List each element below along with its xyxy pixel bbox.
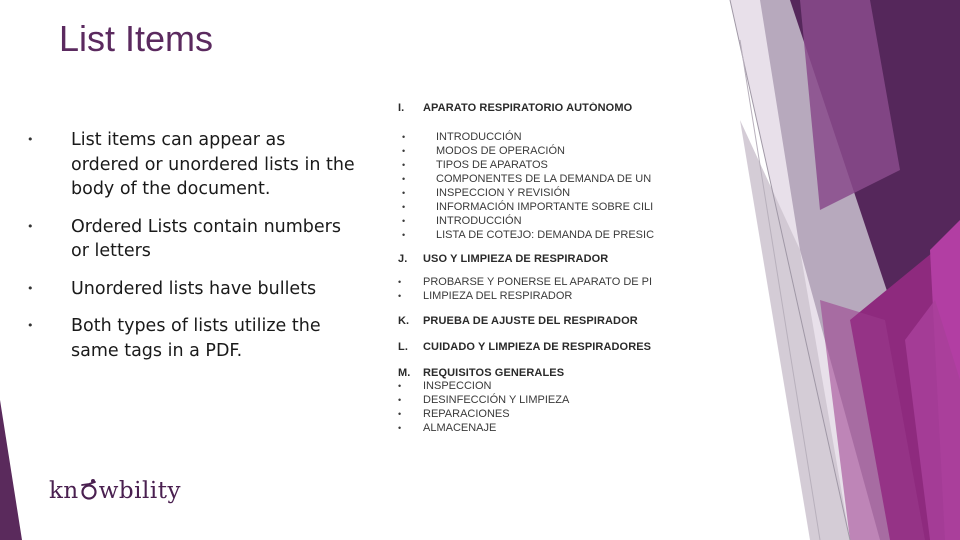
doc-section-number: L.: [398, 341, 408, 353]
doc-section-heading: [398, 102, 664, 114]
logo-text-start: kn: [49, 478, 79, 504]
bullet-icon: •: [402, 160, 406, 170]
bullet-icon: •: [402, 132, 406, 142]
doc-sublist: [398, 275, 664, 303]
doc-list-item: • INTRODUCCIÓN: [398, 130, 664, 144]
bullet-icon: •: [402, 146, 406, 156]
accessibility-figure-icon: [79, 478, 99, 500]
slide-title: List Items: [59, 18, 214, 59]
bullet-item: [27, 215, 357, 264]
doc-section-number: M.: [398, 367, 411, 379]
doc-list-item: • INSPECCION Y REVISIÓN: [398, 186, 664, 200]
doc-sublist: [398, 130, 664, 242]
doc-section-title: CUIDADO Y LIMPIEZA DE RESPIRADORES: [423, 341, 652, 353]
doc-section-title: PRUEBA DE AJUSTE DEL RESPIRADOR: [423, 315, 638, 327]
knowbility-logo: [49, 478, 181, 504]
doc-list-item: • COMPONENTES DE LA DEMANDA DE UN: [398, 172, 664, 186]
bullet-text: Unordered lists have bullets: [71, 278, 317, 299]
bullet-icon: •: [402, 202, 406, 212]
bullet-icon: •: [402, 230, 406, 240]
doc-section-heading: [398, 341, 664, 353]
bullet-icon: •: [27, 133, 34, 146]
bullet-icon: •: [398, 423, 402, 433]
bullet-icon: •: [398, 381, 402, 391]
doc-list-item: • INSPECCION: [398, 380, 492, 392]
doc-list-item: • ALMACENAJE: [398, 422, 497, 434]
bullet-text: Both types of lists utilize the same tags in a PDF.: [71, 316, 321, 361]
doc-sublist: [398, 379, 664, 435]
bullet-item: [27, 128, 357, 202]
bullet-icon: •: [398, 291, 402, 301]
bullet-icon: •: [398, 409, 402, 419]
doc-section-number: K.: [398, 315, 410, 327]
bullet-icon: •: [402, 188, 406, 198]
bullet-text: List items can appear as ordered or unordered lists in the body of the document.: [71, 130, 355, 199]
doc-section-title: APARATO RESPIRATORIO AUTÓNOMO: [423, 102, 633, 114]
doc-section-heading: [398, 253, 664, 265]
bullet-icon: •: [27, 281, 34, 295]
doc-section-heading: [398, 315, 664, 327]
doc-list-item: • LISTA DE COTEJO: DEMANDA DE PRESIC: [398, 228, 664, 242]
document-list-image: [398, 102, 664, 452]
doc-list-item: • REPARACIONES: [398, 408, 510, 420]
logo-text-end: wbility: [98, 478, 181, 504]
doc-section-number: I.: [398, 102, 405, 114]
bullet-text: Ordered Lists contain numbers or letters: [71, 216, 341, 261]
doc-list-item: • MODOS DE OPERACIÓN: [398, 144, 664, 158]
bullet-item: [27, 277, 357, 302]
bullet-item: [27, 314, 357, 363]
doc-section-title: REQUISITOS GENERALES: [423, 367, 565, 379]
left-accent-shape: [0, 400, 22, 540]
bullet-icon: •: [27, 319, 34, 332]
doc-list-item: • DESINFECCIÓN Y LIMPIEZA: [398, 394, 570, 406]
doc-list-item: • LIMPIEZA DEL RESPIRADOR: [398, 290, 573, 302]
doc-list-item: • PROBARSE Y PONERSE EL APARATO DE PI: [398, 276, 653, 288]
bullet-list: [27, 128, 357, 376]
doc-section-title: USO Y LIMPIEZA DE RESPIRADOR: [423, 253, 609, 265]
bullet-icon: •: [402, 216, 406, 226]
doc-section-heading: [398, 367, 664, 379]
bullet-icon: •: [398, 395, 402, 405]
doc-list-item: • INTRODUCCIÓN: [398, 214, 664, 228]
doc-list-item: • TIPOS DE APARATOS: [398, 158, 664, 172]
bullet-icon: •: [398, 277, 402, 287]
bullet-icon: •: [27, 219, 34, 233]
doc-section-number: J.: [398, 253, 408, 265]
bullet-icon: •: [402, 174, 406, 184]
doc-list-item: • INFORMACIÓN IMPORTANTE SOBRE CILI: [398, 200, 664, 214]
